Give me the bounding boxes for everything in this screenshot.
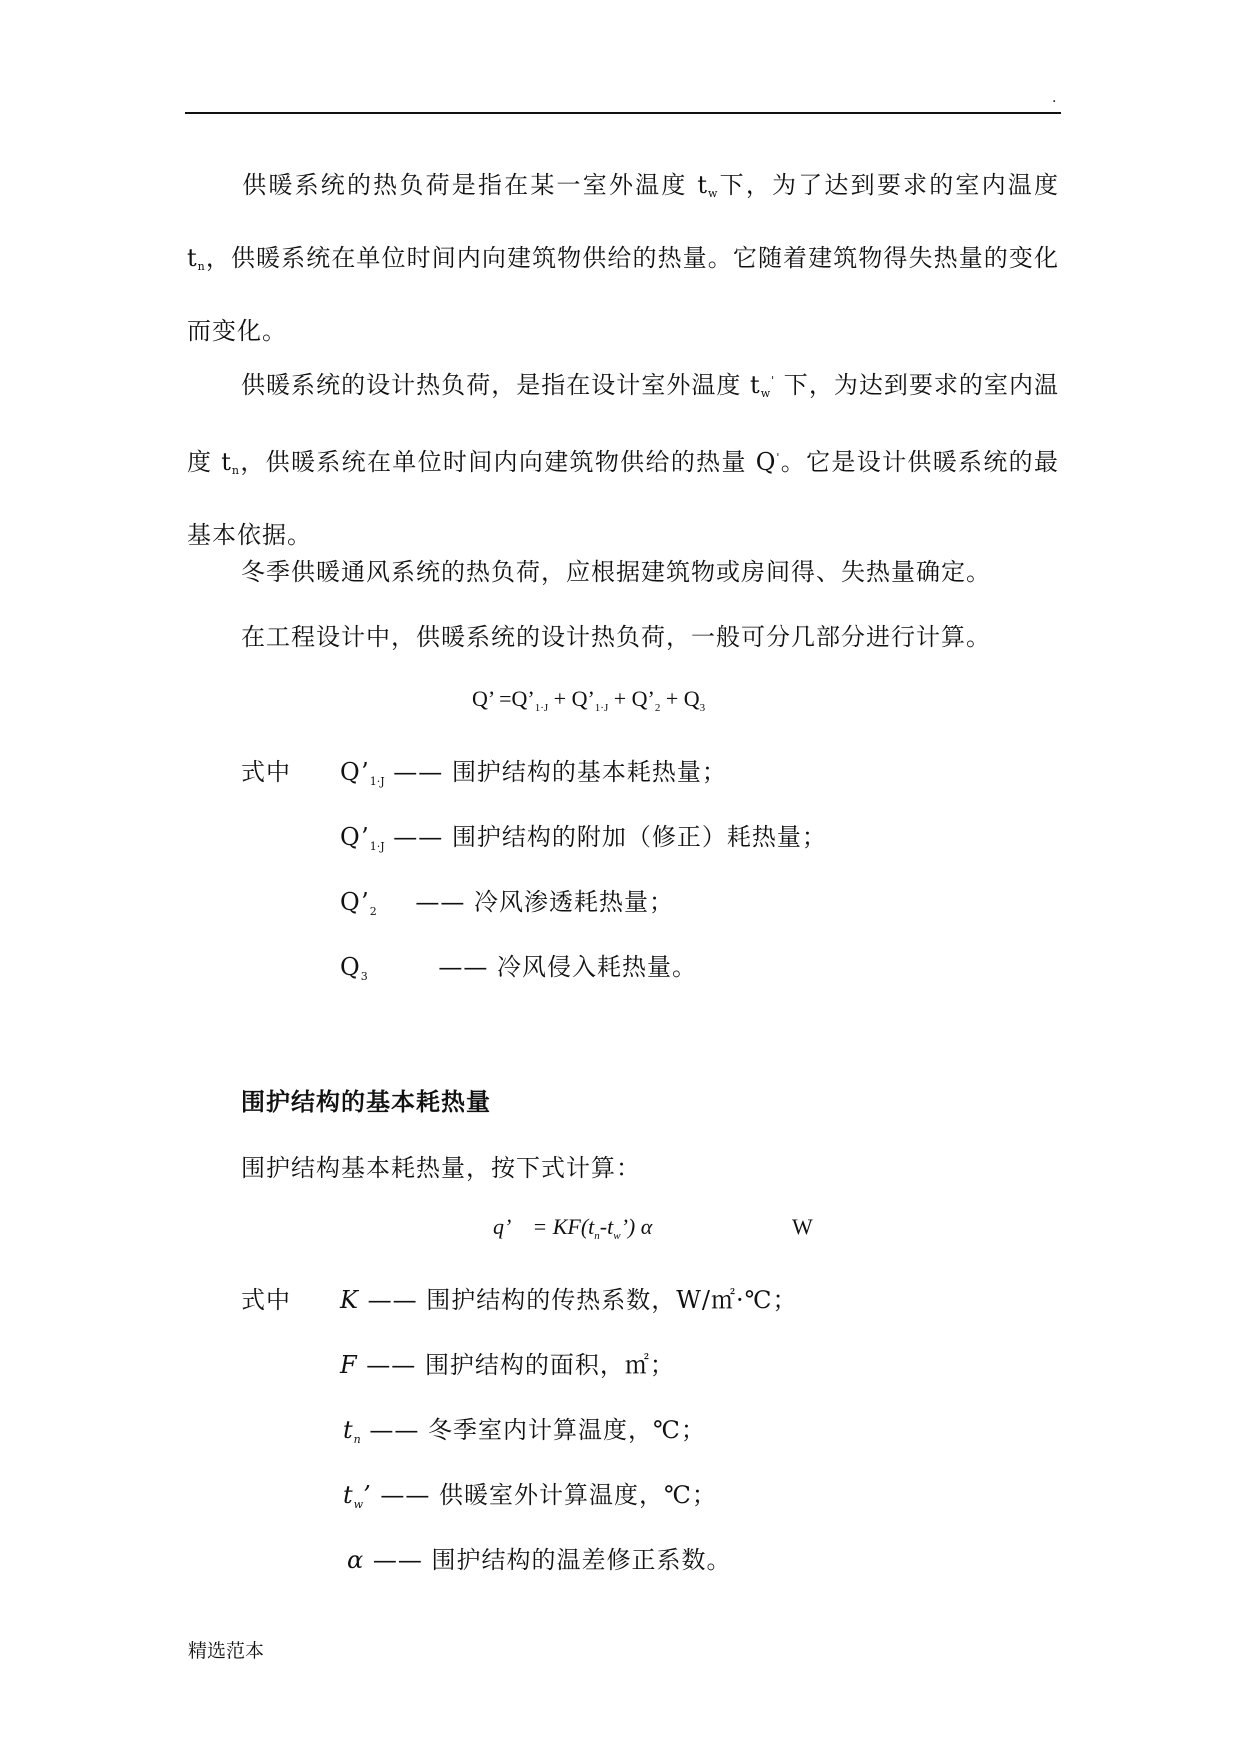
defs1-item: $Q’_2$ —— 冷风渗透耗热量； bbox=[340, 888, 675, 918]
p1-text-c: ，供暖系统在单位时间内向建筑物供给的热量。它随着建筑物得失热量的变化而变化。 bbox=[187, 244, 1059, 345]
formula-unit: W bbox=[792, 1214, 813, 1239]
paragraph-design-heat-load bbox=[187, 349, 1059, 567]
defs2-item: F —— 围护结构的面积，㎡； bbox=[340, 1351, 675, 1379]
p2-text-d: 。它是设计供暖系统的最基本依据。 bbox=[187, 448, 1059, 549]
p1-text-b: 下，为了达到要求的室内温度 t bbox=[187, 171, 1059, 272]
defs2-item: $t_n$ —— 冬季室内计算温度，℃； bbox=[343, 1416, 706, 1446]
p1-sub-w: w bbox=[708, 187, 719, 200]
defs1-label: 式中 bbox=[241, 758, 291, 786]
section-intro: 围护结构基本耗热量，按下式计算： bbox=[241, 1154, 641, 1182]
p2-text-b: 下，为达到要求的室内温度 t bbox=[187, 371, 1059, 476]
formula-total-heat-load: Q’ $=Q’_{1\cdot J}$ + $Q’_{1\cdot J}$ + $Q’_2 + Q_3$ bbox=[472, 686, 706, 714]
defs2-label: 式中 bbox=[241, 1286, 291, 1314]
paragraph-heat-load-definition bbox=[187, 153, 1059, 363]
formula-basic-heat-loss: q’ = $KF(t_n-t_w’)$ α bbox=[493, 1214, 653, 1242]
defs1-item: $Q’_{1\cdot J}$ —— 围护结构的基本耗热量； bbox=[340, 758, 727, 788]
p2-text-c: ，供暖系统在单位时间内向建筑物供给的热量 Q bbox=[240, 448, 777, 476]
p2-sup-prime2: ' bbox=[776, 451, 781, 464]
defs1-item: $Q_3$ —— 冷风侵入耗热量。 bbox=[340, 953, 697, 983]
paragraph-winter-heat-load: 冬季供暖通风系统的热负荷，应根据建筑物或房间得、失热量确定。 bbox=[241, 558, 991, 586]
p1-sub-n: n bbox=[197, 260, 206, 273]
p2-text-a: 供暖系统的设计热负荷，是指在设计室外温度 t bbox=[241, 371, 761, 399]
p2-sub-w: w bbox=[760, 387, 772, 400]
footer-label: 精选范本 bbox=[188, 1640, 265, 1662]
defs2-item: $t_w$’ —— 供暖室外计算温度，℃； bbox=[343, 1481, 717, 1511]
header-rule bbox=[185, 112, 1061, 114]
section-heading: 围护结构的基本耗热量 bbox=[241, 1087, 491, 1116]
p1-text-a: 供暖系统的热负荷是指在某一室外温度 t bbox=[241, 171, 709, 199]
header-mark: . bbox=[1052, 90, 1057, 106]
defs1-item: $Q’_{1\cdot J}$ —— 围护结构的附加（修正）耗热量； bbox=[340, 823, 827, 853]
defs2-item: α —— 围护结构的温差修正系数。 bbox=[347, 1546, 732, 1574]
p2-sub-n: n bbox=[231, 464, 241, 477]
paragraph-engineering-design: 在工程设计中，供暖系统的设计热负荷，一般可分几部分进行计算。 bbox=[241, 623, 991, 651]
p2-sup-prime: ' bbox=[771, 374, 776, 387]
defs2-item: K —— 围护结构的传热系数，W/㎡·℃； bbox=[340, 1286, 798, 1314]
